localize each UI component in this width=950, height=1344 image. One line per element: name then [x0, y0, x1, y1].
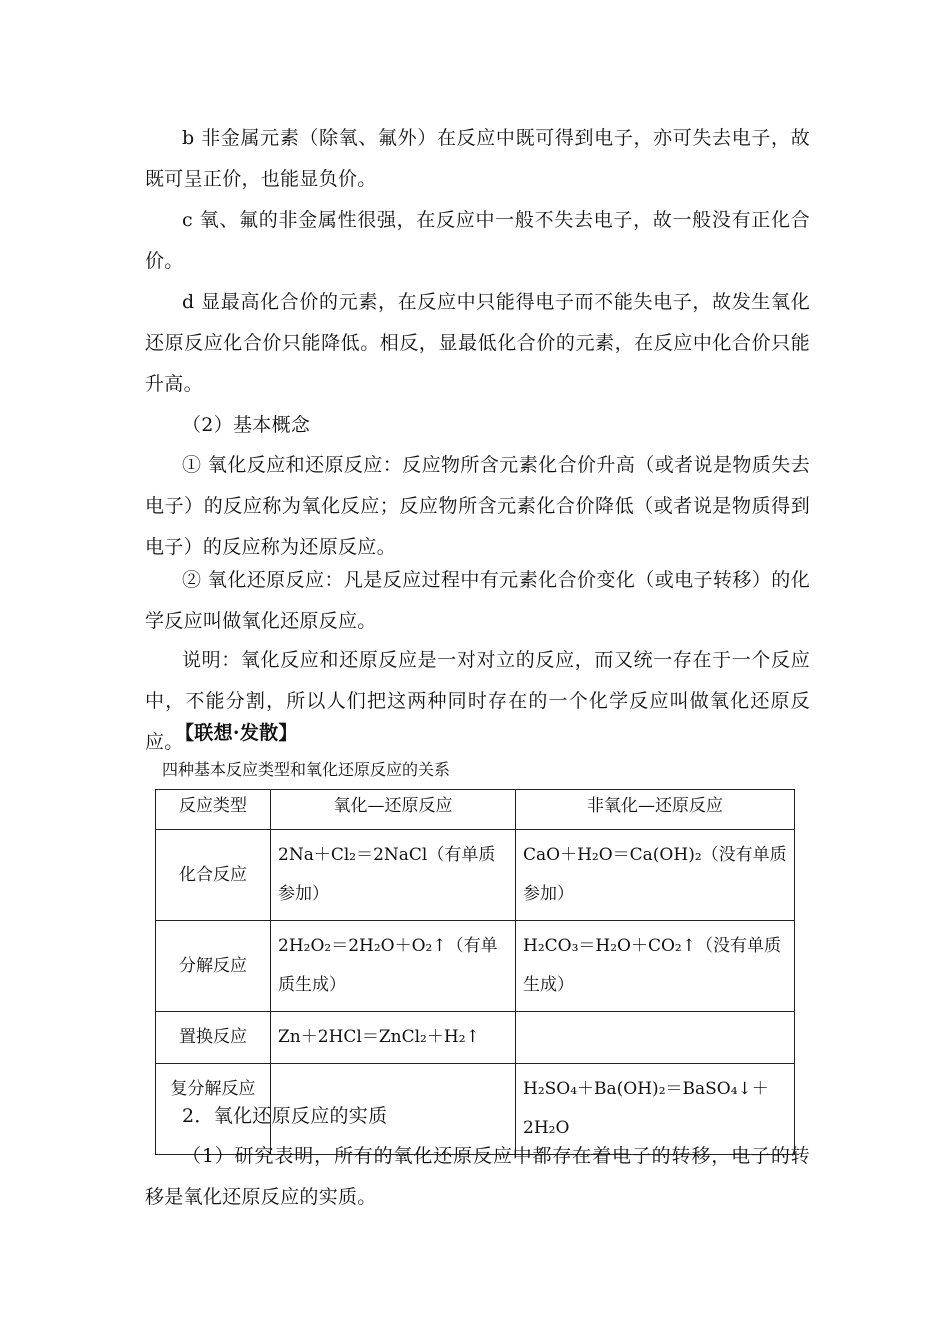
- cell-non-redox: H₂CO₃＝H₂O＋CO₂↑（没有单质生成）: [516, 921, 795, 1012]
- section-heading-basic-concepts: （2）基本概念: [182, 414, 311, 436]
- paragraph-b: b 非金属元素（除氧、氟外）在反应中既可得到电子，亦可失去电子，故既可呈正价，也能显负价。: [145, 127, 810, 190]
- table-row: [156, 1012, 795, 1064]
- cell-type: 化合反应: [156, 830, 271, 921]
- table-header-row: [156, 790, 795, 830]
- cell-non-redox: CaO＋H₂O＝Ca(OH)₂（没有单质参加）: [516, 830, 795, 921]
- cell-type: 置换反应: [156, 1012, 271, 1064]
- table-caption: 四种基本反应类型和氧化还原反应的关系: [162, 760, 451, 779]
- paragraph-c: c 氧、氟的非金属性很强，在反应中一般不失去电子，故一般没有正化合价。: [145, 209, 810, 272]
- cell-non-redox: [516, 1012, 795, 1064]
- cell-redox: 2Na＋Cl₂＝2NaCl（有单质参加）: [271, 830, 516, 921]
- cell-non-redox: H₂SO₄＋Ba(OH)₂＝BaSO₄↓＋2H₂O: [516, 1064, 795, 1155]
- cell-redox: Zn＋2HCl＝ZnCl₂＋H₂↑: [271, 1012, 516, 1064]
- paragraph-concept-1: ① 氧化反应和还原反应：反应物所含元素化合价升高（或者说是物质失去电子）的反应称为氧化反应；反应物所含元素化合价降低（或者说是物质得到电子）的反应称为还原反应。: [145, 454, 810, 558]
- header-reaction-type: 反应类型: [156, 790, 271, 830]
- section-heading-essence: 2．氧化还原反应的实质: [182, 1105, 388, 1127]
- header-non-redox: 非氧化—还原反应: [516, 790, 795, 830]
- paragraph-essence: （1）研究表明，所有的氧化还原反应中都存在着电子的转移，电子的转移是氧化还原反应的实质。: [145, 1145, 810, 1208]
- table-row: [156, 830, 795, 921]
- header-redox: 氧化—还原反应: [271, 790, 516, 830]
- heading-association: 【联想·发散】: [175, 722, 298, 744]
- cell-type: 分解反应: [156, 921, 271, 1012]
- paragraph-d: d 显最高化合价的元素，在反应中只能得电子而不能失电子，故发生氧化还原反应化合价只能降低。相反，显最低化合价的元素，在反应中化合价只能升高。: [145, 291, 810, 395]
- paragraph-concept-2: ② 氧化还原反应：凡是反应过程中有元素化合价变化（或电子转移）的化学反应叫做氧化还原反应。: [145, 569, 810, 632]
- cell-redox: 2H₂O₂＝2H₂O＋O₂↑（有单质生成）: [271, 921, 516, 1012]
- cell-type: 复分解反应: [156, 1064, 271, 1155]
- paragraph-explanation: 说明：氧化反应和还原反应是一对对立的反应，而又统一存在于一个反应中，不能分割，所以人们把这两种同时存在的一个化学反应叫做氧化还原反应。: [145, 649, 810, 753]
- table-row: [156, 921, 795, 1012]
